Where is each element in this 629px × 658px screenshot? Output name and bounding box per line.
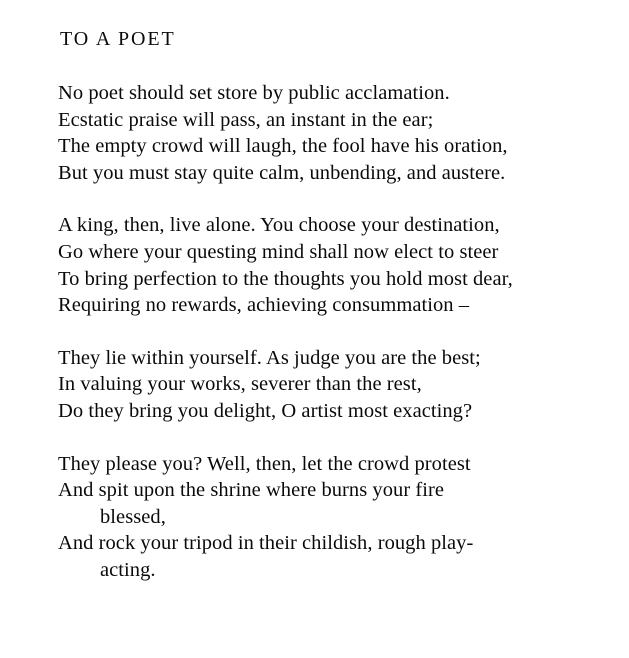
poem-line: They lie within yourself. As judge you are the best; <box>58 346 481 369</box>
poem <box>58 26 598 584</box>
stanza <box>58 80 598 186</box>
poem-line-runover: acting. <box>100 558 156 581</box>
poem-line: And rock your tripod in their childish, rough play- <box>58 532 474 555</box>
poem-line: Go where your questing mind shall now elect to steer <box>58 240 499 263</box>
poem-line: No poet should set store by public acclamation. <box>58 82 450 104</box>
stanza <box>58 345 598 425</box>
poem-line: Ecstatic praise will pass, an instant in the ear; <box>58 108 434 131</box>
poem-line: And spit upon the shrine where burns your fire <box>58 479 445 502</box>
poem-line: But you must stay quite calm, unbending, and austere. <box>58 161 506 184</box>
poem-line: A king, then, live alone. You choose your destination, <box>58 214 500 237</box>
poem-body <box>58 80 598 584</box>
stanza <box>58 451 598 584</box>
poem-line: In valuing your works, severer than the rest, <box>58 373 422 396</box>
page-title: TO A POET <box>60 28 176 50</box>
poem-line: Requiring no rewards, achieving consummation – <box>58 294 470 317</box>
poem-line: The empty crowd will laugh, the fool have his oration, <box>58 135 508 158</box>
stanza <box>58 212 598 318</box>
poem-line-runover: blessed, <box>100 505 166 528</box>
poem-line: Do they bring you delight, O artist most exacting? <box>58 399 473 422</box>
poem-line: They please you? Well, then, let the crowd protest <box>58 452 471 475</box>
poem-line: To bring perfection to the thoughts you hold most dear, <box>58 267 513 290</box>
